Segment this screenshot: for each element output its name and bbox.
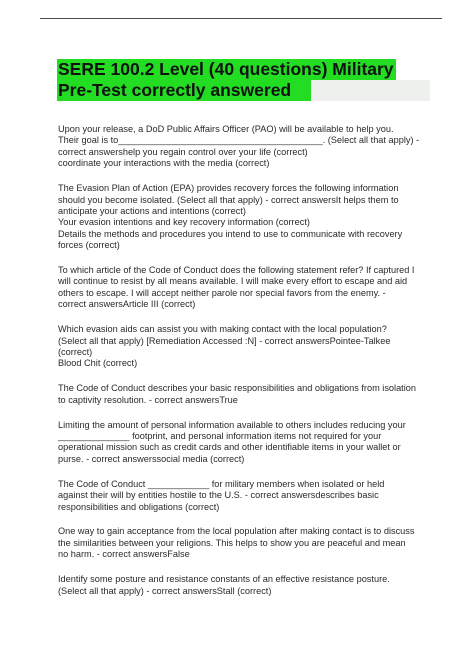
question-item [58, 124, 438, 170]
question-list [58, 124, 438, 611]
question-line: Limiting the amount of personal information available to others includes reducing your [58, 419, 406, 430]
answer-line: responsibilities and obligations (correct) [58, 501, 220, 512]
question-item [58, 324, 438, 370]
answer-line: anticipate your actions and intentions (correct) [58, 205, 246, 216]
question-line: The Code of Conduct ____________ for military members when isolated or held [58, 478, 385, 489]
title-line-1: SERE 100.2 Level (40 questions) Military [58, 59, 394, 79]
answer-line: purse. - correct answerssocial media (correct) [58, 453, 245, 464]
question-item [58, 383, 438, 406]
question-line: Which evasion aids can assist you with making contact with the local population? [58, 324, 387, 335]
question-line: One way to gain acceptance from the local population after making contact is to discuss [58, 526, 415, 537]
question-line: the similarities between your religions. This helps to show you are peaceful and mean [58, 537, 406, 548]
page-top-rule [40, 18, 442, 19]
answer-line: Blood Chit (correct) [58, 358, 138, 369]
answer-line: Details the methods and procedures you intend to use to communicate with recovery [58, 228, 403, 239]
question-item [58, 526, 438, 560]
answer-line: forces (correct) [58, 240, 120, 251]
question-line: should you become isolated. (Select all that apply) - correct answersIt helps them to [58, 194, 399, 205]
answer-line: no harm. - correct answersFalse [58, 549, 190, 560]
question-line: The Evasion Plan of Action (EPA) provides recovery forces the following information [58, 183, 399, 194]
question-item [58, 574, 438, 597]
answer-line: correct answershelp you regain control over your life (correct) [58, 146, 308, 157]
question-line: To which article of the Code of Conduct does the following statement refer? If captured I [58, 265, 415, 276]
question-item [58, 420, 438, 466]
answer-line: (correct) [58, 347, 93, 357]
document-title [57, 59, 429, 101]
question-item [58, 183, 438, 251]
answer-line: Your evasion intentions and key recovery information (correct) [58, 217, 310, 228]
answer-line: correct answersArticle III (correct) [58, 299, 196, 310]
question-item [58, 479, 438, 513]
question-line: The Code of Conduct describes your basic responsibilities and obligations from isolation [58, 383, 416, 394]
answer-line: to captivity resolution. - correct answersTrue [58, 394, 238, 405]
question-line: others to escape. I will accept neither parole nor special favors from the enemy. - [58, 287, 386, 298]
question-line: Upon your release, a DoD Public Affairs Officer (PAO) will be available to help you. [58, 124, 394, 134]
question-item [58, 265, 438, 311]
title-line-2: Pre-Test correctly answered [57, 80, 430, 101]
question-line: operational mission such as credit cards and other identifiable items in your wallet or [58, 442, 401, 453]
question-line: Identify some posture and resistance constants of an effective resistance posture. [58, 574, 390, 585]
question-line: ______________ footprint, and personal information items not required for your [58, 431, 382, 442]
question-line: against their will by entities hostile to the U.S. - correct answersdescribes basic [58, 490, 379, 501]
question-line: (Select all that apply) [Remediation Accessed :N] - correct answersPointee-Talkee [58, 335, 391, 346]
answer-line: (Select all that apply) - correct answersStall (correct) [58, 585, 272, 596]
question-line: Their goal is to________________________________________. (Select all that apply) - [58, 135, 420, 146]
question-line: will continue to resist by all means available. I will make every effort to escape and aid [58, 276, 408, 287]
answer-line: coordinate your interactions with the media (correct) [58, 158, 270, 169]
